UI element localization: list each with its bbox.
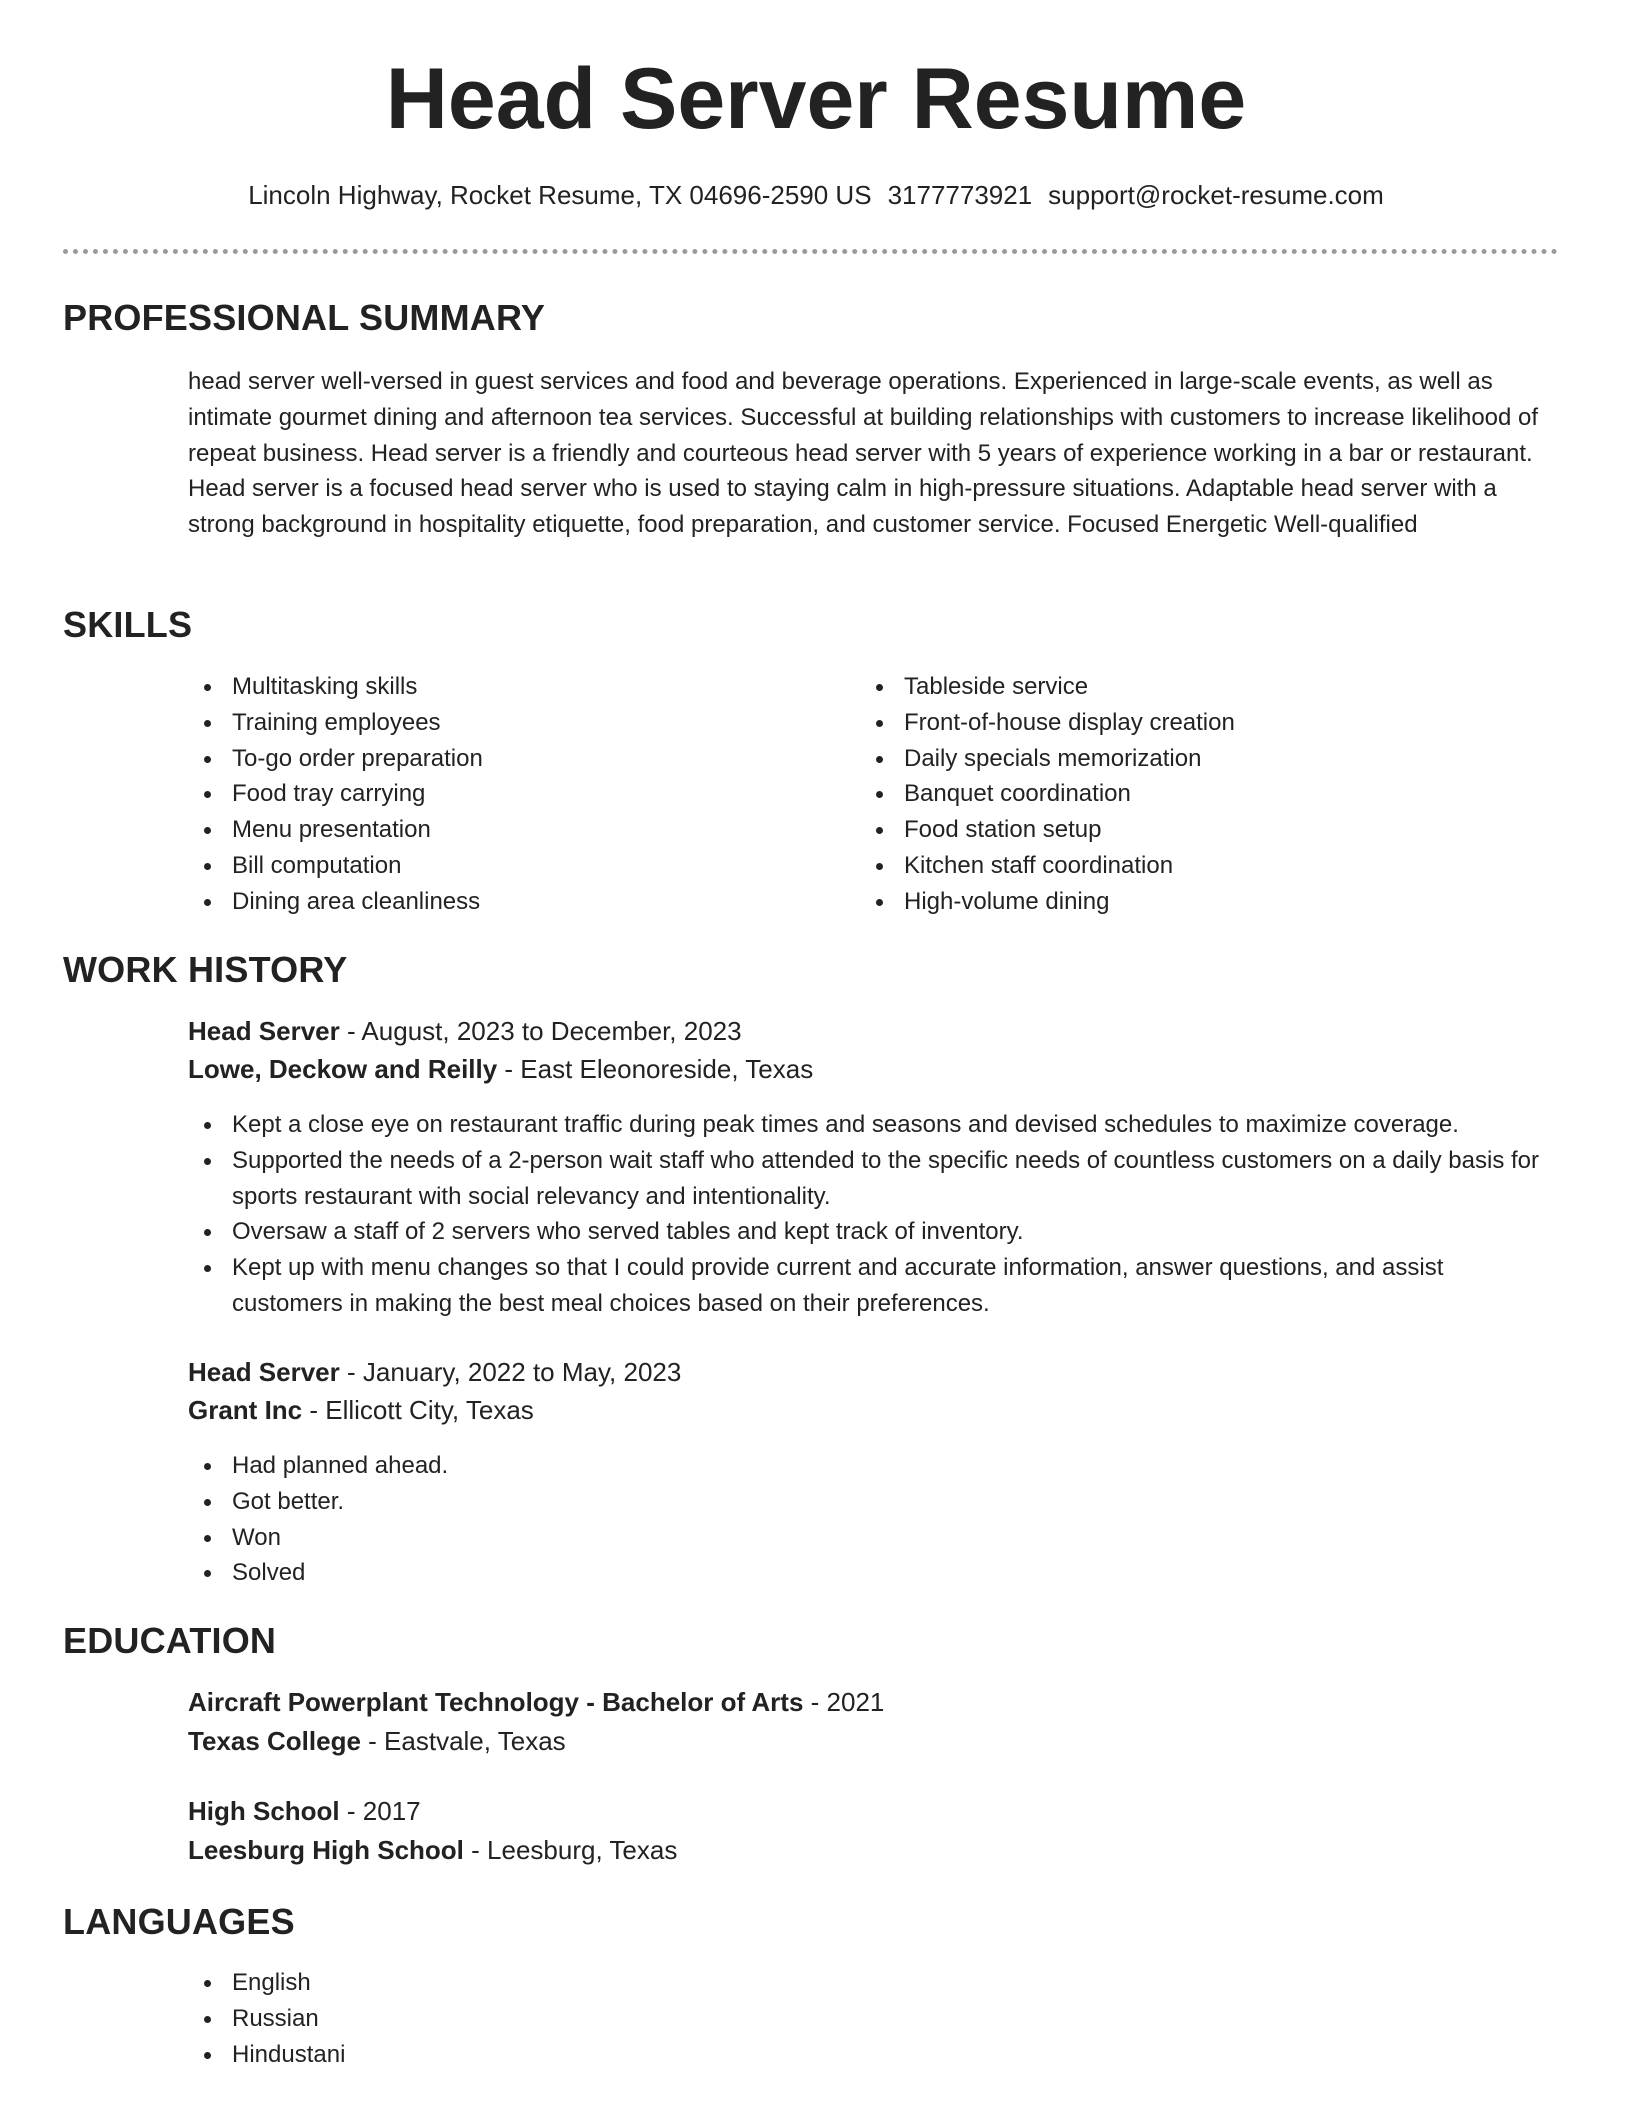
- job-location: - East Eleonoreside, Texas: [497, 1054, 814, 1084]
- degree-year: - 2021: [803, 1687, 885, 1717]
- job-duty-item: Kept up with menu changes so that I could provide current and accurate information, answer questions, and assist customers in making the best meal choices based on their preferences.: [188, 1250, 1558, 1322]
- skill-item: Dining area cleanliness: [188, 884, 828, 920]
- job-duties-list: [188, 1448, 1558, 1591]
- contact-line: [0, 180, 1632, 211]
- skill-item: To-go order preparation: [188, 741, 828, 777]
- skills-list-right: [860, 669, 1500, 920]
- languages-list: [188, 1965, 828, 2072]
- job-duty-item: Got better.: [188, 1484, 1558, 1520]
- language-item: Russian: [188, 2001, 828, 2037]
- job-title: Head Server: [188, 1016, 340, 1046]
- job-location: - Ellicott City, Texas: [302, 1395, 534, 1425]
- degree-line: [188, 1687, 884, 1718]
- job-company: Lowe, Deckow and Reilly: [188, 1054, 498, 1084]
- language-item: Hindustani: [188, 2037, 828, 2073]
- skills-list-left: [188, 669, 828, 920]
- skill-item: Kitchen staff coordination: [860, 848, 1500, 884]
- school-name: Texas College: [188, 1726, 361, 1756]
- degree-name: Aircraft Powerplant Technology - Bachelor of Arts: [188, 1687, 804, 1717]
- skill-item: High-volume dining: [860, 884, 1500, 920]
- skill-item: Bill computation: [188, 848, 828, 884]
- school-line: [188, 1835, 677, 1866]
- contact-email: support@rocket-resume.com: [1048, 180, 1384, 210]
- school-line: [188, 1726, 566, 1757]
- school-name: Leesburg High School: [188, 1835, 464, 1865]
- skill-item: Training employees: [188, 705, 828, 741]
- work-history-heading: WORK HISTORY: [63, 949, 348, 990]
- job-duty-item: Won: [188, 1520, 1558, 1556]
- skill-item: Food tray carrying: [188, 776, 828, 812]
- contact-phone: 3177773921: [887, 180, 1033, 210]
- job-duty-item: Kept a close eye on restaurant traffic during peak times and seasons and devised schedules to maximize coverage.: [188, 1107, 1558, 1143]
- job-company: Grant Inc: [188, 1395, 303, 1425]
- skill-item: Tableside service: [860, 669, 1500, 705]
- header-divider: [63, 249, 1558, 254]
- education-heading: EDUCATION: [63, 1620, 277, 1661]
- job-title: Head Server: [188, 1357, 340, 1387]
- job-dates: - January, 2022 to May, 2023: [339, 1357, 682, 1387]
- job-dates: - August, 2023 to December, 2023: [339, 1016, 742, 1046]
- job-duty-item: Supported the needs of a 2-person wait staff who attended to the specific needs of countless customers on a daily basis for sports restaurant with social relevancy and intentionality.: [188, 1143, 1558, 1215]
- job-duty-item: Solved: [188, 1555, 1558, 1591]
- degree-line: [188, 1796, 421, 1827]
- summary-heading: PROFESSIONAL SUMMARY: [63, 297, 546, 338]
- job-company-line: [188, 1054, 813, 1085]
- languages-heading: LANGUAGES: [63, 1901, 295, 1942]
- job-duties-list: [188, 1107, 1558, 1322]
- degree-name: High School: [188, 1796, 340, 1826]
- job-title-line: [188, 1357, 681, 1388]
- skill-item: Food station setup: [860, 812, 1500, 848]
- skill-item: Menu presentation: [188, 812, 828, 848]
- degree-year: - 2017: [339, 1796, 421, 1826]
- skill-item: Banquet coordination: [860, 776, 1500, 812]
- contact-address: Lincoln Highway, Rocket Resume, TX 04696-2590 US: [248, 180, 872, 210]
- job-duty-item: Oversaw a staff of 2 servers who served tables and kept track of inventory.: [188, 1214, 1558, 1250]
- skill-item: Multitasking skills: [188, 669, 828, 705]
- skills-heading: SKILLS: [63, 604, 193, 645]
- job-title-line: [188, 1016, 742, 1047]
- school-location: - Eastvale, Texas: [360, 1726, 566, 1756]
- job-company-line: [188, 1395, 534, 1426]
- skill-item: Daily specials memorization: [860, 741, 1500, 777]
- summary-text: head server well-versed in guest services and food and beverage operations. Experienced in large-scale events, as well as intimate gourmet dining and afternoon tea services. Successful at building relationships with customers to increase likelihood of repeat business. Head server is a friendly and courteous head server with 5 years of experience working in a bar or restaurant. Head server is a focused head server who is used to staying calm in high-pressure situations. Adaptable head server with a strong background in hospitality etiquette, food preparation, and customer service. Focused Energetic Well-qualified: [188, 368, 1539, 539]
- page-title: Head Server Resume: [385, 51, 1247, 147]
- language-item: English: [188, 1965, 828, 2001]
- skill-item: Front-of-house display creation: [860, 705, 1500, 741]
- job-duty-item: Had planned ahead.: [188, 1448, 1558, 1484]
- school-location: - Leesburg, Texas: [463, 1835, 678, 1865]
